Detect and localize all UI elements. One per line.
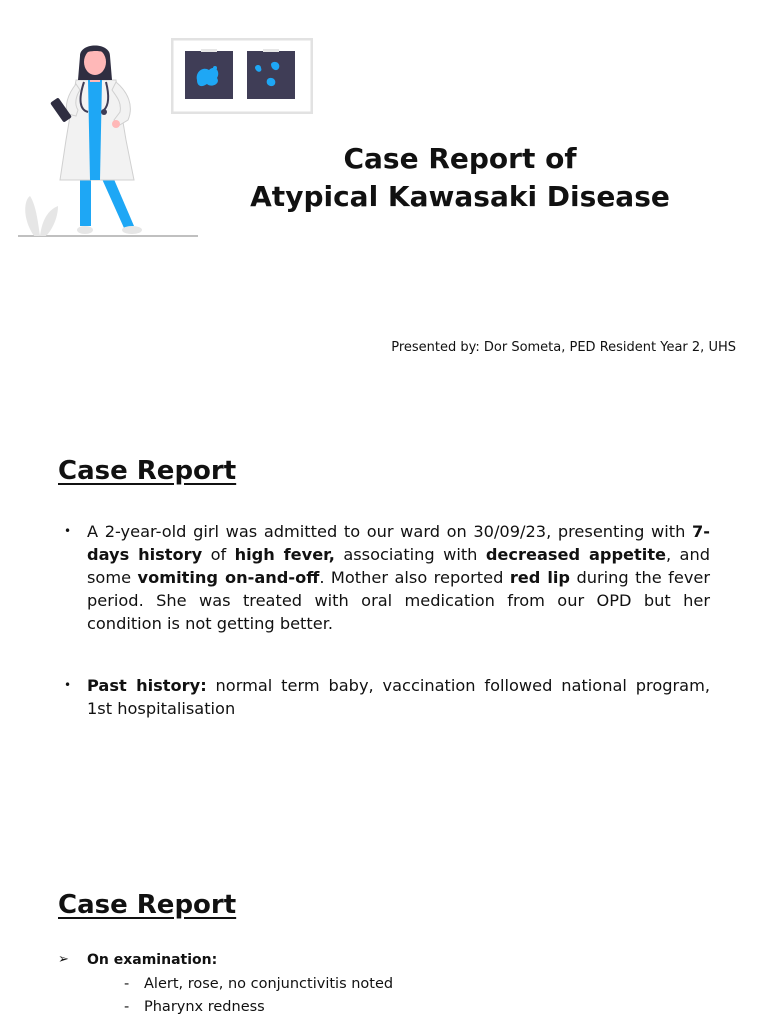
finding-item: - Pharynx redness [124,996,738,1019]
examination-header [58,950,738,970]
presenter-credit: Presented by: Dor Someta, PED Resident Year 2, UHS [391,340,736,355]
past-history-text: normal term baby, vaccination followed national program, 1st hospitalisation [87,676,710,718]
text-run: of [202,545,235,564]
examination-section [58,950,738,1019]
past-history-bullet-list [62,674,710,720]
text-run: associating with [334,545,486,564]
text-run: A 2-year-old girl was admitted to our ward on 30/09/23, presenting with [87,522,693,541]
xray-scans-icon [171,38,313,114]
examination-label: On examination: [87,952,218,968]
finding-item: - Alert, rose, no conjunctivitis noted [124,973,738,996]
text-run: during the fever period. She was treated with oral medication from our OPD but her condition is not getting better. [87,568,711,633]
text-run: , and some [87,545,711,587]
text-run: . Mother also reported [319,568,510,587]
slide-heading: Case Report [58,456,237,486]
title-slide [0,0,768,410]
examination-findings [124,973,738,1019]
presentation-bullet-list [62,520,710,635]
bold-appetite: decreased appetite [485,545,667,564]
bold-history: 7-days history [87,522,710,564]
bold-fever: high fever, [234,545,335,564]
case-report-slide [0,410,768,844]
past-history-bullet [62,674,710,720]
arrow-bullet-icon: ➢ [58,952,69,967]
past-history-label: Past history: [87,676,207,695]
title-line-1: Case Report of [343,142,577,175]
presentation-title [230,140,690,216]
bold-red-lip: red lip [509,568,571,587]
bold-vomiting: vomiting on-and-off [137,568,320,587]
examination-slide [0,844,768,1024]
presentation-bullet [62,520,710,635]
slide-heading: Case Report [58,890,237,920]
title-line-2: Atypical Kawasaki Disease [250,180,670,213]
